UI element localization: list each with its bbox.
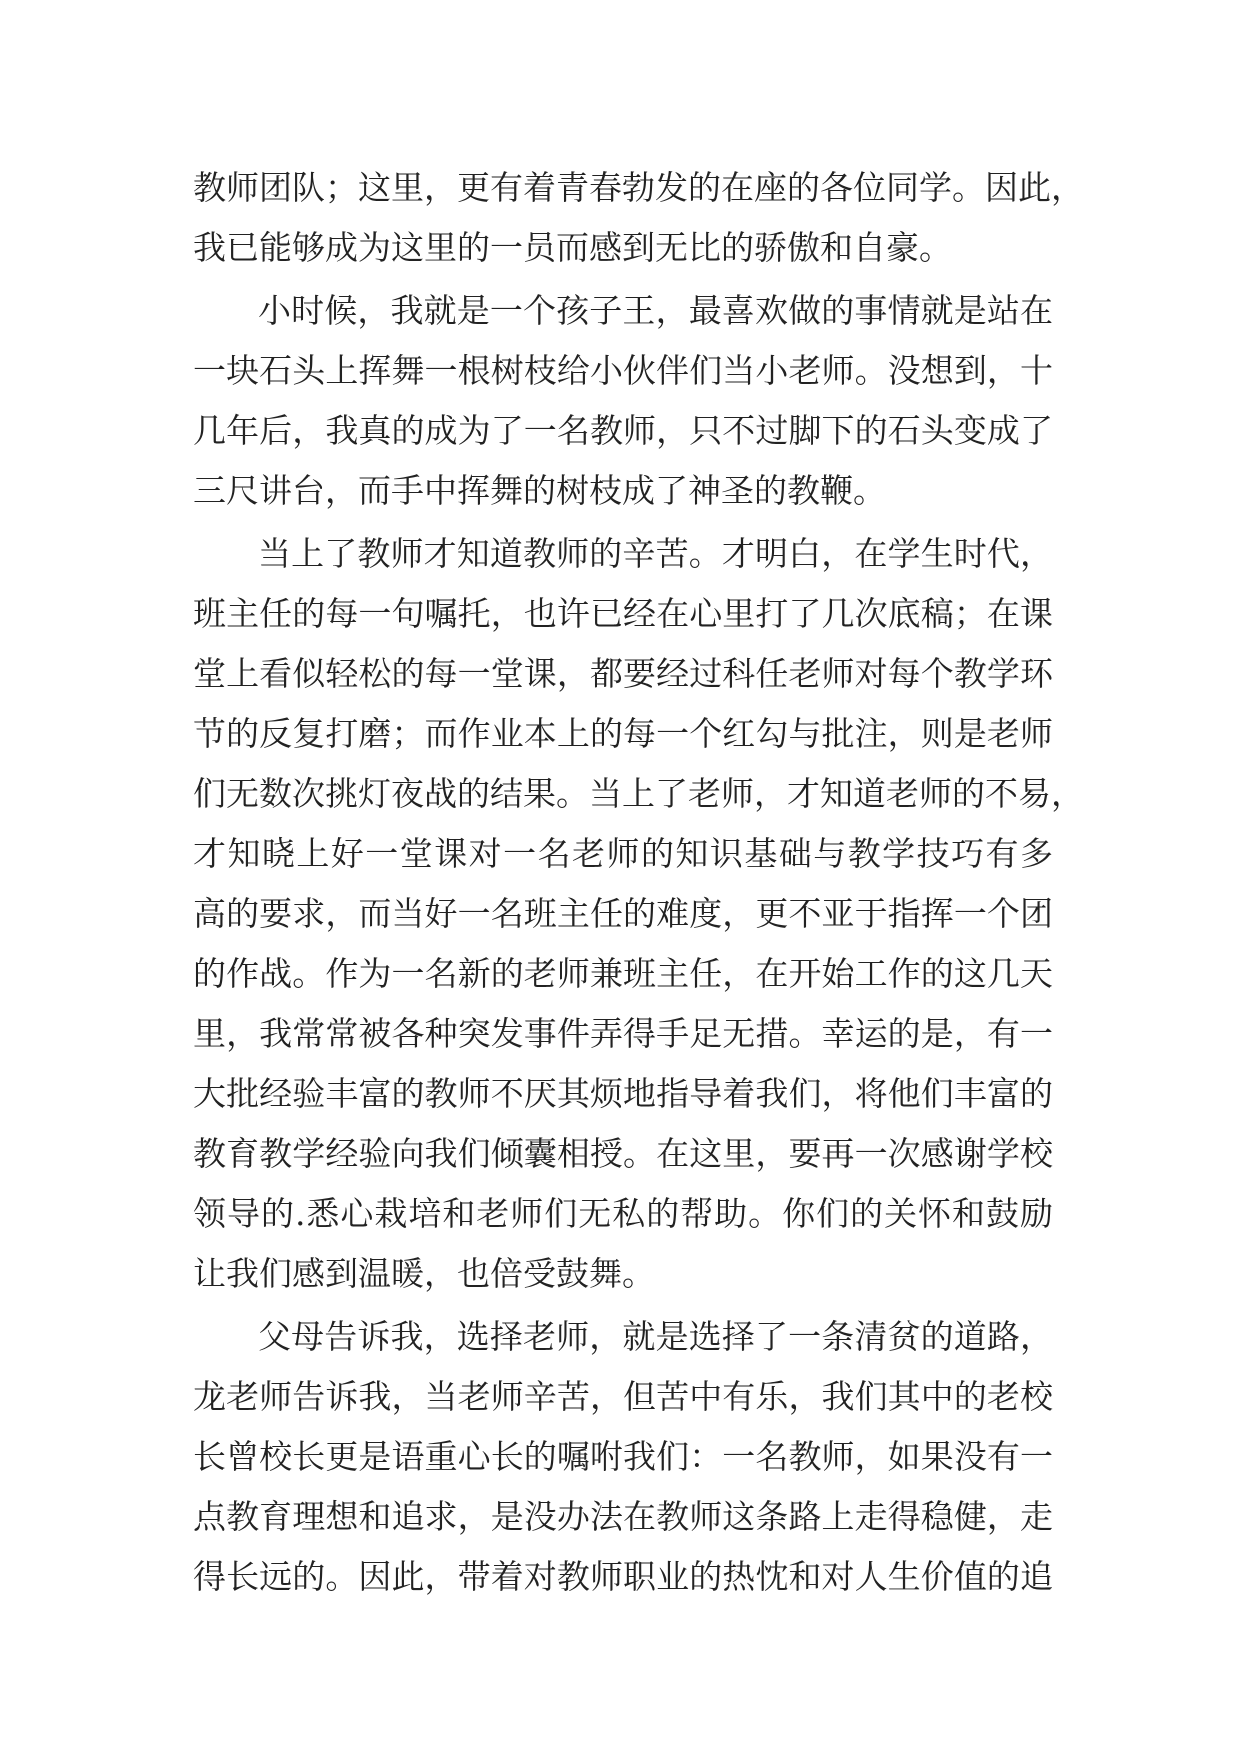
text-line: 高的要求，而当好一名班主任的难度，更不亚于指挥一个团 [193,894,1053,933]
text-line: 得长远的。因此，带着对教师职业的热忱和对人生价值的追 [193,1557,1053,1596]
text-line: 才知晓上好一堂课对一名老师的知识基础与教学技巧有多 [193,834,1053,873]
text-line: 我已能够成为这里的一员而感到无比的骄傲和自豪。 [193,228,952,267]
text-line: 班主任的每一句嘱托，也许已经在心里打了几次底稿；在课 [193,594,1053,633]
text-line: 里，我常常被各种突发事件弄得手足无措。幸运的是，有一 [193,1014,1053,1053]
paragraph-first-line: 当上了教师才知道教师的辛苦。才明白，在学生时代， [258,534,1053,573]
text-line: 点教育理想和追求，是没办法在教师这条路上走得稳健，走 [193,1497,1053,1536]
paragraph-first-line: 小时候，我就是一个孩子王，最喜欢做的事情就是站在 [258,291,1053,330]
text-line: 长曾校长更是语重心长的嘱咐我们：一名教师，如果没有一 [193,1437,1053,1476]
text-line: 几年后，我真的成为了一名教师，只不过脚下的石头变成了 [193,411,1053,450]
text-line: 领导的.悉心栽培和老师们无私的帮助。你们的关怀和鼓励 [193,1194,1053,1233]
text-line: 教育教学经验向我们倾囊相授。在这里，要再一次感谢学校 [193,1134,1053,1173]
text-line: 节的反复打磨；而作业本上的每一个红勾与批注，则是老师 [193,714,1053,753]
text-line: 的作战。作为一名新的老师兼班主任，在开始工作的这几天 [193,954,1053,993]
text-line: 让我们感到温暖，也倍受鼓舞。 [193,1254,655,1293]
text-line: 们无数次挑灯夜战的结果。当上了老师，才知道老师的不易， [193,774,1084,813]
text-line: 三尺讲台，而手中挥舞的树枝成了神圣的教鞭。 [193,471,886,510]
text-line: 教师团队；这里，更有着青春勃发的在座的各位同学。因此， [193,168,1084,207]
text-line: 一块石头上挥舞一根树枝给小伙伴们当小老师。没想到，十 [193,351,1053,390]
text-line: 大批经验丰富的教师不厌其烦地指导着我们，将他们丰富的 [193,1074,1053,1113]
text-line: 龙老师告诉我，当老师辛苦，但苦中有乐，我们其中的老校 [193,1377,1053,1416]
text-line: 堂上看似轻松的每一堂课，都要经过科任老师对每个教学环 [193,654,1053,693]
paragraph-first-line: 父母告诉我，选择老师，就是选择了一条清贫的道路， [258,1317,1053,1356]
